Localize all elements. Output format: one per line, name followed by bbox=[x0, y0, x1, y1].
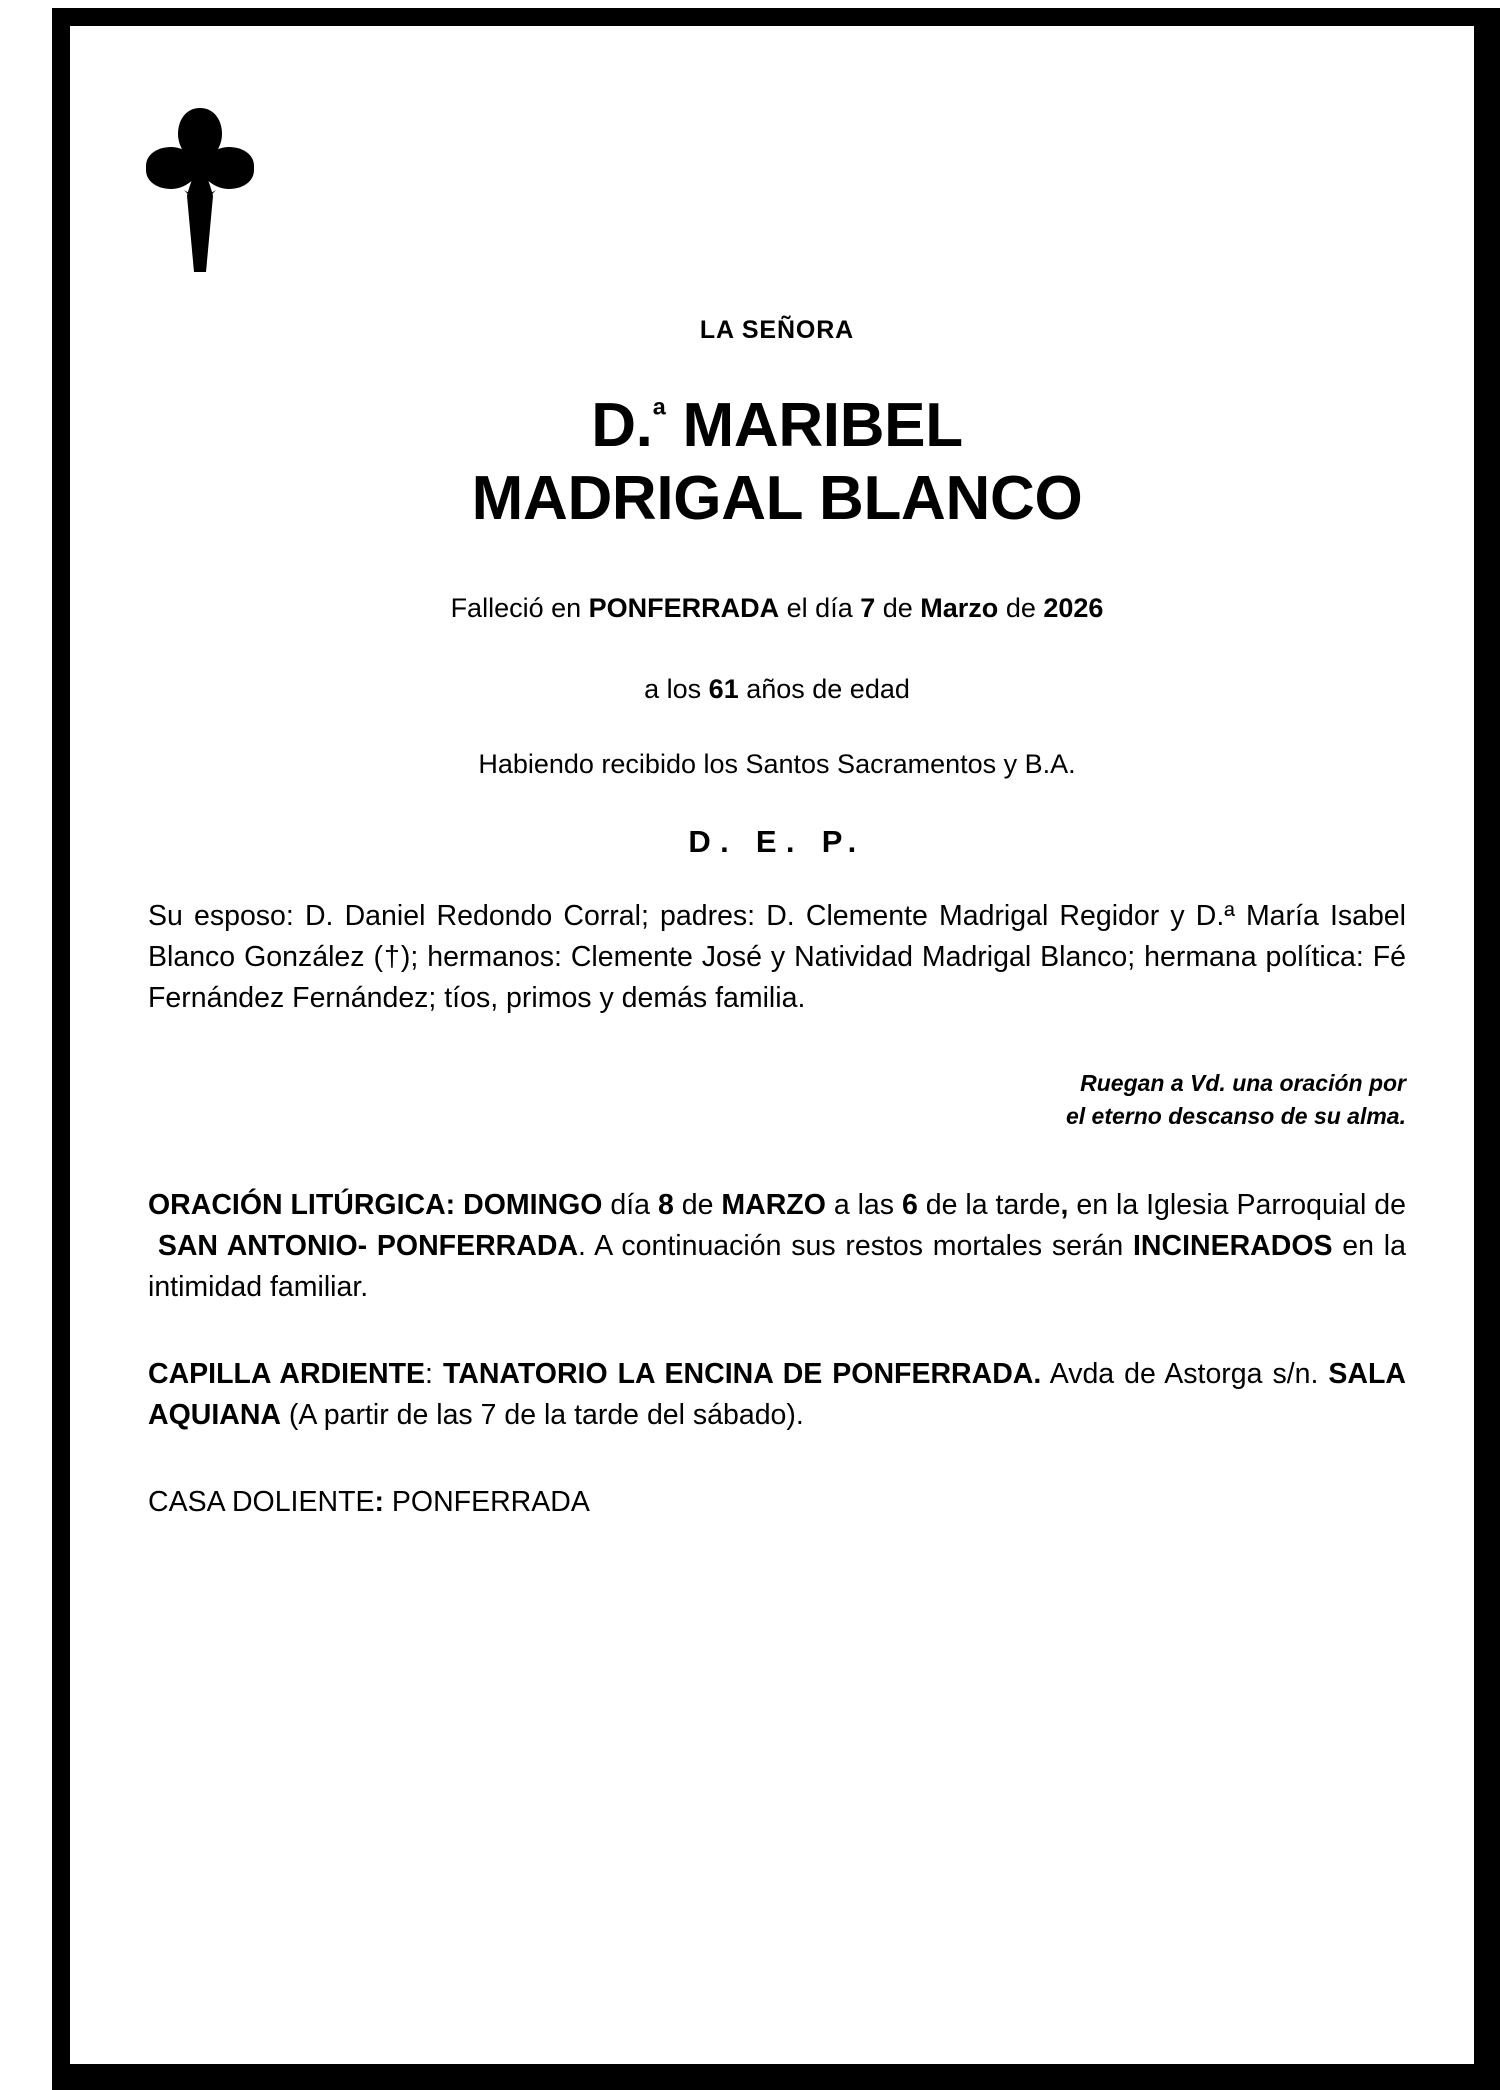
name-given: MARIBEL bbox=[665, 391, 963, 460]
liturgy-time-suffix: de la tarde bbox=[917, 1189, 1061, 1222]
prayer-line-1: Ruegan a Vd. una oración por bbox=[1080, 1069, 1406, 1096]
liturgy-church-prefix: en la Iglesia Parroquial de bbox=[1068, 1189, 1407, 1222]
died-de-2: de bbox=[998, 593, 1044, 624]
death-year: 2026 bbox=[1043, 593, 1104, 624]
sacraments-line: Habiendo recibido los Santos Sacramentos y B.A. bbox=[478, 749, 1076, 780]
chapel-venue: TANATORIO LA ENCINA DE PONFERRADA. bbox=[432, 1358, 1042, 1391]
died-de-1: de bbox=[875, 593, 921, 624]
liturgy-de-word: de bbox=[673, 1189, 722, 1222]
death-date-line bbox=[148, 593, 1406, 624]
mourning-house-value: PONFERRADA bbox=[383, 1486, 590, 1519]
dep-line: D. E. P. bbox=[688, 824, 866, 860]
deceased-name-line-2: MADRIGAL BLANCO bbox=[471, 464, 1083, 534]
liturgy-day-number: 8 bbox=[657, 1189, 674, 1222]
liturgy-church-name: SAN ANTONIO- PONFERRADA bbox=[157, 1230, 579, 1263]
chapel-room: SALA AQUIANA bbox=[148, 1358, 1406, 1432]
prayer-line-2: el eterno descanso de su alma. bbox=[1065, 1102, 1406, 1129]
mourning-border-frame bbox=[52, 8, 1500, 2090]
liturgy-time-value: 6 bbox=[901, 1189, 918, 1222]
name-ordinal-suffix: ª bbox=[652, 394, 666, 436]
name-prefix: D. bbox=[591, 391, 653, 460]
chapel-label-colon: : bbox=[425, 1358, 433, 1391]
age-suffix-text: años de edad bbox=[738, 674, 910, 705]
family-survivors-paragraph: Su esposo: D. Daniel Redondo Corral; padres: D. Clemente Madrigal Regidor y D.ª María Isabel Blanco González (†); hermanos: Clemente José y Natividad Madrigal Blanco; hermana política: Fé Fernández Fernández; tíos, primos y demás familia. bbox=[148, 900, 1406, 1014]
deceased-name-line-1 bbox=[148, 389, 1406, 462]
liturgy-month: MARZO bbox=[721, 1189, 826, 1222]
age-prefix-text: a los bbox=[644, 674, 709, 705]
age-line bbox=[148, 674, 1406, 705]
honorific-label: LA SEÑORA bbox=[699, 316, 855, 344]
mourning-house-colon: : bbox=[374, 1486, 384, 1519]
death-place: PONFERRADA bbox=[588, 593, 780, 624]
died-mid-text: el día bbox=[779, 593, 861, 624]
liturgy-comma: , bbox=[1060, 1189, 1069, 1222]
liturgy-disposition: INCINERADOS bbox=[1132, 1230, 1333, 1263]
liturgy-label: ORACIÓN LITÚRGICA: bbox=[148, 1189, 456, 1222]
mourning-house-label: CASA DOLIENTE bbox=[148, 1486, 375, 1519]
death-month: Marzo bbox=[920, 593, 999, 624]
liturgy-tail: en la intimidad familiar. bbox=[148, 1230, 1406, 1304]
liturgy-time-prefix: a las bbox=[825, 1189, 902, 1222]
liturgy-after-church: . A continuación sus restos mortales serán bbox=[578, 1230, 1133, 1263]
prayer-request-block bbox=[148, 1067, 1406, 1134]
chapel-paragraph bbox=[148, 1354, 1406, 1436]
frame-inner-area bbox=[70, 26, 1474, 2064]
deceased-name bbox=[148, 389, 1406, 535]
chapel-address: Avda de Astorga s/n. bbox=[1041, 1358, 1329, 1391]
age-value: 61 bbox=[708, 674, 739, 705]
death-day: 7 bbox=[860, 593, 876, 624]
liturgy-dia-word: día bbox=[602, 1189, 658, 1222]
liturgy-day-name: DOMINGO bbox=[463, 1189, 603, 1222]
santiago-cross-icon bbox=[140, 104, 260, 274]
liturgy-paragraph bbox=[148, 1185, 1406, 1308]
chapel-label: CAPILLA ARDIENTE bbox=[148, 1358, 426, 1391]
esquela-content bbox=[148, 316, 1406, 1523]
mourning-house-paragraph bbox=[148, 1482, 1406, 1523]
died-prefix-text: Falleció en bbox=[450, 593, 589, 624]
chapel-hours: (A partir de las 7 de la tarde del sábado). bbox=[281, 1399, 804, 1432]
